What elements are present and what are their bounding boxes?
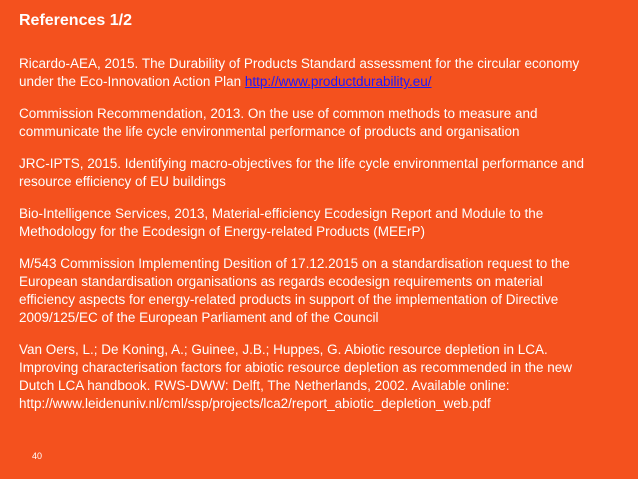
slide-title: References 1/2 <box>19 12 132 29</box>
reference-m543-decision <box>19 255 629 327</box>
reference-line: Commission Recommendation, 2013. On the use of common methods to measure and <box>19 106 538 121</box>
slide-number: 40 <box>32 451 43 461</box>
reference-line: Improving characterisation factors for abiotic resource depletion as recommended in the new <box>19 360 573 375</box>
reference-line: efficiency aspects for energy-related products in support of the implementation of Directive <box>19 292 559 307</box>
reference-line: 2009/125/EC of the European Parliament and of the Council <box>19 310 379 325</box>
reference-line: M/543 Commission Implementing Desition of 17.12.2015 on a standardisation request to the <box>19 256 570 271</box>
reference-line: resource efficiency of EU buildings <box>19 174 226 189</box>
reference-jrc-ipts <box>19 155 629 191</box>
reference-line: http://www.leidenuniv.nl/cml/ssp/projects/lca2/report_abiotic_depletion_web.pdf <box>19 396 491 411</box>
reference-line <box>19 73 629 91</box>
reference-ricardo-aea <box>19 55 629 91</box>
reference-line: Methodology for the Ecodesign of Energy-related Products (MEErP) <box>19 224 425 239</box>
reference-line: JRC-IPTS, 2015. Identifying macro-objectives for the life cycle environmental performance and <box>19 156 585 171</box>
reference-bio-intelligence <box>19 205 629 241</box>
reference-line-text: under the Eco-Innovation Action Plan <box>19 74 245 89</box>
reference-line: Bio-Intelligence Services, 2013, Material-efficiency Ecodesign Report and Module to the <box>19 206 544 221</box>
reference-line: communicate the life cycle environmental performance of products and organisation <box>19 124 520 139</box>
reference-commission-recommendation <box>19 105 629 141</box>
reference-line: Van Oers, L.; De Koning, A.; Guinee, J.B.; Huppes, G. Abiotic resource depletion in LCA. <box>19 342 548 357</box>
reference-line: European standardisation organisations as regards ecodesign requirements on material <box>19 274 543 289</box>
productdurability-link[interactable]: http://www.productdurability.eu/ <box>244 74 432 89</box>
reference-van-oers <box>19 341 629 413</box>
reference-line: Dutch LCA handbook. RWS-DWW: Delft, The Netherlands, 2002. Available online: <box>19 378 510 393</box>
reference-line: Ricardo-AEA, 2015. The Durability of Products Standard assessment for the circular economy <box>19 56 580 71</box>
